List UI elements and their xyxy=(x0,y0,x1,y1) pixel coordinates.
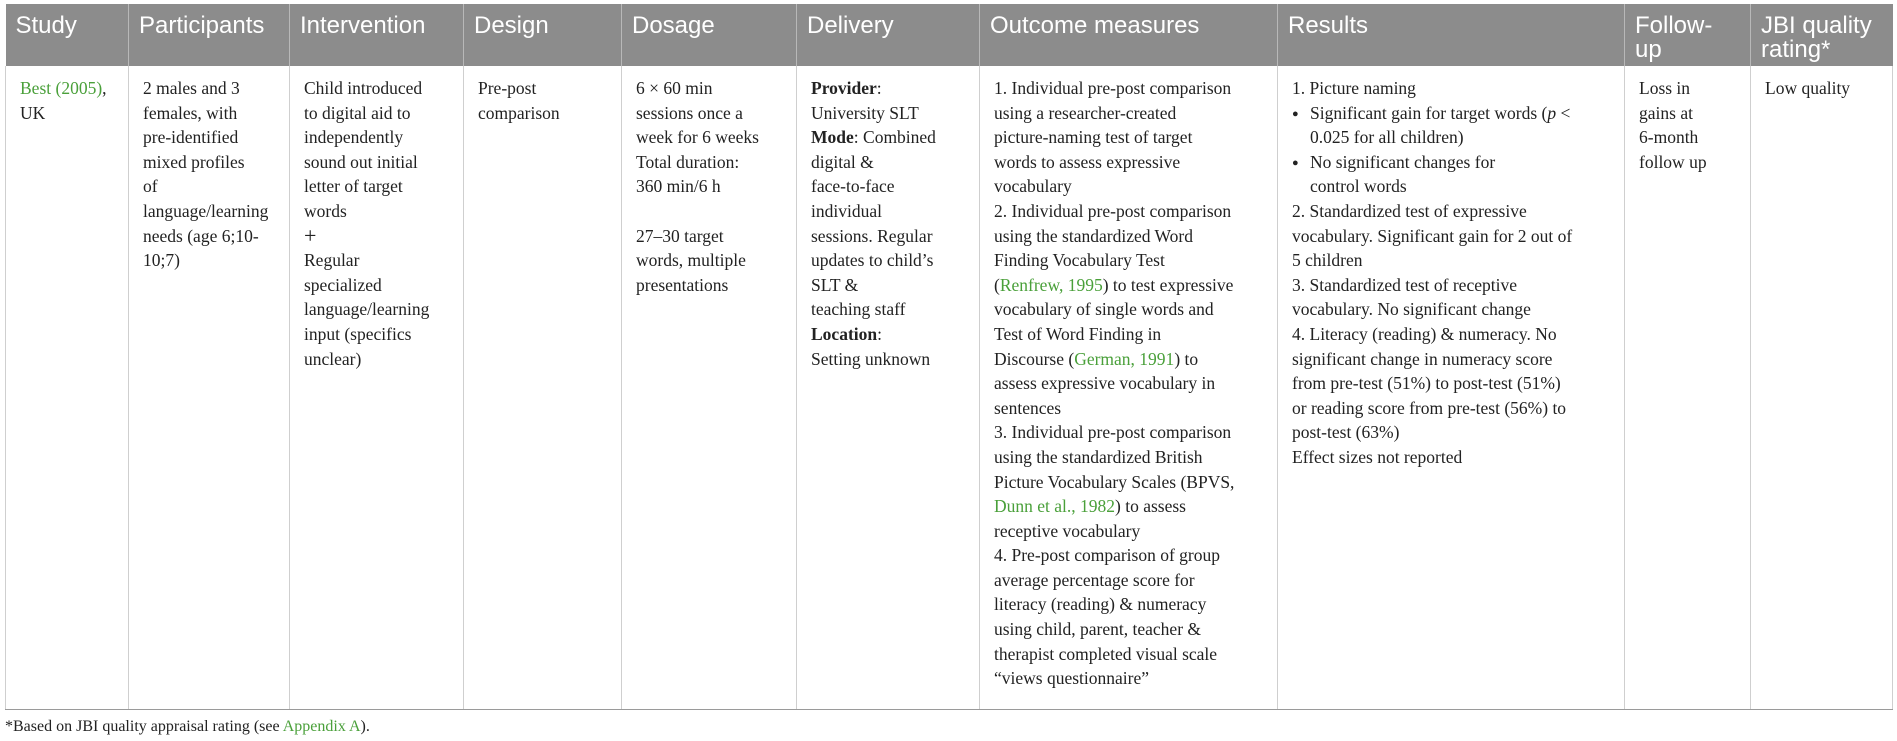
dosage-line: 27–30 target xyxy=(636,225,724,246)
renfrew-reference-link[interactable]: Renfrew, 1995 xyxy=(999,274,1103,295)
header-dosage: Dosage xyxy=(622,4,797,66)
results-line: significant change in numeracy score xyxy=(1292,348,1553,369)
header-delivery: Delivery xyxy=(797,4,980,66)
results-text: < xyxy=(1556,102,1571,123)
results-line: control words xyxy=(1310,176,1407,197)
outcome-text: ) to assess xyxy=(1115,496,1186,517)
outcome-line: using child, parent, teacher & xyxy=(994,619,1202,640)
header-results: Results xyxy=(1278,4,1625,66)
footnote-end: ). xyxy=(360,718,370,735)
cell-study xyxy=(6,66,129,709)
outcome-line: average percentage score for xyxy=(994,569,1195,590)
participants-line: of xyxy=(143,176,158,197)
header-jbi-line1: JBI quality xyxy=(1761,12,1872,39)
intervention-line: unclear) xyxy=(304,348,362,369)
results-line: 4. Literacy (reading) & numeracy. No xyxy=(1292,323,1557,344)
cell-design xyxy=(464,66,622,709)
footnote-text: *Based on JBI quality appraisal rating (see xyxy=(5,718,283,735)
outcome-paren: ( xyxy=(994,274,1000,295)
results-line: vocabulary. No significant change xyxy=(1292,299,1531,320)
mode-line: SLT & xyxy=(811,274,859,295)
study-characteristics-table xyxy=(5,4,1893,710)
followup-line: follow up xyxy=(1639,151,1707,172)
header-follow-up-line2: up xyxy=(1635,36,1662,63)
header-design: Design xyxy=(464,4,622,66)
dunn-reference-link[interactable]: Dunn et al., 1982 xyxy=(994,496,1116,517)
mode-value: : Combined xyxy=(853,127,936,148)
cell-outcome-measures xyxy=(980,66,1278,709)
study-table-container xyxy=(5,4,1892,710)
dosage-line: Total duration: xyxy=(636,151,740,172)
intervention-line: Child introduced xyxy=(304,78,423,98)
outcome-line: using a researcher-created xyxy=(994,102,1177,123)
outcome-line: therapist completed visual scale xyxy=(994,643,1218,664)
outcome-line: Finding Vocabulary Test xyxy=(994,250,1165,271)
results-line: post-test (63%) xyxy=(1292,422,1400,443)
cell-intervention xyxy=(290,66,464,709)
results-line: 3. Standardized test of receptive xyxy=(1292,274,1517,295)
intervention-line: specialized xyxy=(304,274,382,295)
location-value: Setting unknown xyxy=(811,348,931,369)
mode-line: updates to child’s xyxy=(811,250,934,271)
study-reference-link[interactable]: Best (2005) xyxy=(20,78,103,98)
participants-line: 2 males and 3 xyxy=(143,78,240,98)
appendix-a-link[interactable]: Appendix A xyxy=(282,718,361,735)
header-participants: Participants xyxy=(129,4,290,66)
outcome-line: 1. Individual pre-post comparison xyxy=(994,78,1232,98)
results-text: Significant gain for target words ( xyxy=(1310,102,1548,123)
header-row xyxy=(6,4,1893,66)
results-line: from pre-test (51%) to post-test (51%) xyxy=(1292,373,1561,394)
intervention-line: independently xyxy=(304,127,404,148)
study-country: UK xyxy=(20,102,46,123)
outcome-line: vocabulary xyxy=(994,176,1072,197)
table-row xyxy=(6,66,1893,709)
cell-follow-up xyxy=(1625,66,1751,709)
outcome-line: words to assess expressive xyxy=(994,151,1181,172)
dosage-line: 360 min/6 h xyxy=(636,176,721,197)
participants-line: 10;7) xyxy=(143,250,180,271)
mode-line: sessions. Regular xyxy=(811,225,933,246)
mode-line: teaching staff xyxy=(811,299,906,320)
results-line: 0.025 for all children) xyxy=(1310,127,1464,148)
outcome-line: assess expressive vocabulary in xyxy=(994,373,1216,394)
followup-line: Loss in xyxy=(1639,78,1691,98)
intervention-line: sound out initial xyxy=(304,151,418,172)
participants-line: pre-identified xyxy=(143,127,239,148)
header-outcome-measures: Outcome measures xyxy=(980,4,1278,66)
header-jbi-line2: rating* xyxy=(1761,36,1831,63)
header-follow-up-line1: Follow- xyxy=(1635,12,1713,39)
table-footnote xyxy=(5,718,370,736)
outcome-line: 4. Pre-post comparison of group xyxy=(994,545,1221,566)
participants-line: females, with xyxy=(143,102,238,123)
followup-line: 6-month xyxy=(1639,127,1699,148)
study-comma: , xyxy=(102,78,107,98)
design-line: comparison xyxy=(478,102,560,123)
participants-line: mixed profiles xyxy=(143,151,245,172)
cell-participants xyxy=(129,66,290,709)
outcome-line: picture-naming test of target xyxy=(994,127,1193,148)
outcome-line: literacy (reading) & numeracy xyxy=(994,594,1207,615)
intervention-line: input (specifics xyxy=(304,323,412,344)
results-line: 1. Picture naming xyxy=(1292,78,1416,98)
design-line: Pre-post xyxy=(478,78,537,98)
results-line: or reading score from pre-test (56%) to xyxy=(1292,397,1567,418)
dosage-line: 6 × 60 min xyxy=(636,78,713,98)
outcome-line: 3. Individual pre-post comparison xyxy=(994,422,1232,443)
header-intervention: Intervention xyxy=(290,4,464,66)
cell-jbi-quality xyxy=(1751,66,1893,709)
header-follow-up xyxy=(1625,4,1751,66)
participants-line: needs (age 6;10- xyxy=(143,225,259,246)
outcome-line: sentences xyxy=(994,397,1062,418)
outcome-line: Test of Word Finding in xyxy=(994,323,1162,344)
provider-label: Provider xyxy=(811,78,877,98)
outcome-line: receptive vocabulary xyxy=(994,520,1141,541)
dosage-line: presentations xyxy=(636,274,729,295)
outcome-text: Discourse ( xyxy=(994,348,1075,369)
results-bullet xyxy=(1292,101,1616,126)
intervention-line: to digital aid to xyxy=(304,102,411,123)
german-reference-link[interactable]: German, 1991 xyxy=(1074,348,1175,369)
header-jbi-quality-rating xyxy=(1751,4,1893,66)
results-line: 5 children xyxy=(1292,250,1363,271)
results-line: 2. Standardized test of expressive xyxy=(1292,200,1527,221)
outcome-line: “views questionnaire” xyxy=(994,668,1150,689)
results-line: vocabulary. Significant gain for 2 out of xyxy=(1292,225,1573,246)
dosage-spacer xyxy=(636,199,788,224)
outcome-text: ) to test expressive xyxy=(1102,274,1234,295)
outcome-text: ) to xyxy=(1174,348,1199,369)
results-bullet: ● No significant changes for xyxy=(1292,150,1616,175)
jbi-rating: Low quality xyxy=(1765,78,1851,98)
results-line: Effect sizes not reported xyxy=(1292,446,1463,467)
location-colon: : xyxy=(877,323,882,344)
intervention-line: Regular xyxy=(304,250,360,271)
intervention-line: letter of target xyxy=(304,176,403,197)
plus-sign: + xyxy=(304,222,317,248)
outcome-line: using the standardized British xyxy=(994,446,1203,467)
mode-line: face-to-face xyxy=(811,176,895,197)
followup-line: gains at xyxy=(1639,102,1693,123)
location-label: Location xyxy=(811,323,878,344)
participants-line: language/learning xyxy=(143,200,269,221)
provider-colon: : xyxy=(876,78,882,98)
outcome-line: 2. Individual pre-post comparison xyxy=(994,200,1232,221)
provider-value: University SLT xyxy=(811,102,919,123)
mode-line: individual xyxy=(811,200,882,221)
mode-line: digital & xyxy=(811,151,874,172)
header-study: Study xyxy=(6,4,129,66)
cell-results xyxy=(1278,66,1625,709)
dosage-line: week for 6 weeks xyxy=(636,127,759,148)
outcome-line: Picture Vocabulary Scales (BPVS, xyxy=(994,471,1235,492)
cell-delivery xyxy=(797,66,980,709)
mode-label: Mode xyxy=(811,127,854,148)
dosage-line: sessions once a xyxy=(636,102,743,123)
intervention-line: words xyxy=(304,200,347,221)
dosage-line: words, multiple xyxy=(636,250,746,271)
cell-dosage xyxy=(622,66,797,709)
outcome-line: using the standardized Word xyxy=(994,225,1193,246)
outcome-line: vocabulary of single words and xyxy=(994,299,1214,320)
intervention-line: language/learning xyxy=(304,299,430,320)
p-value-symbol: p xyxy=(1547,102,1557,123)
